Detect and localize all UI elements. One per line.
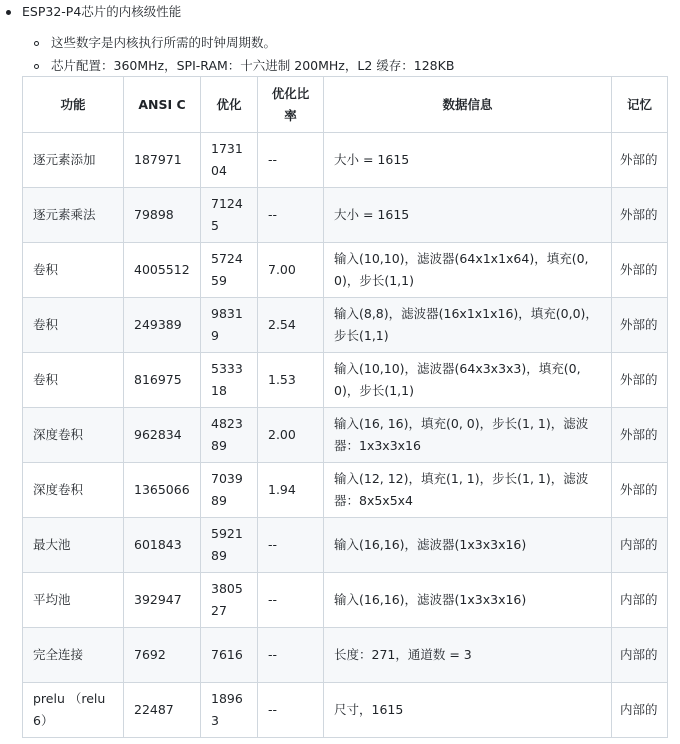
header-memory: 记忆: [612, 77, 668, 133]
cell-memory: 外部的: [612, 408, 668, 463]
cell-data-info: 输入(8,8)，滤波器(16x1x1x16)，填充(0,0)，步长(1,1): [324, 298, 612, 353]
cell-ansi-c: 249389: [124, 298, 201, 353]
title-bullet: [6, 3, 181, 21]
cell-ansi-c: 392947: [124, 573, 201, 628]
cell-memory: 外部的: [612, 243, 668, 298]
note-text: 芯片配置：360MHz，SPI-RAM：十六进制 200MHz，L2 缓存：128KB: [51, 58, 455, 73]
cell-optimized: 71245: [201, 188, 258, 243]
cell-function: prelu （relu6）: [23, 683, 124, 738]
cell-data-info: 长度：271，通道数 = 3: [324, 628, 612, 683]
cell-data-info: 大小 = 1615: [324, 133, 612, 188]
cell-function: 卷积: [23, 353, 124, 408]
cell-ansi-c: 962834: [124, 408, 201, 463]
cell-ansi-c: 79898: [124, 188, 201, 243]
cell-optimized: 173104: [201, 133, 258, 188]
table-row: [23, 298, 668, 353]
cell-data-info: 输入(16, 16)，填充(0, 0)，步长(1, 1)，滤波器：1x3x3x16: [324, 408, 612, 463]
cell-optimized: 533318: [201, 353, 258, 408]
cell-data-info: 大小 = 1615: [324, 188, 612, 243]
section-title: ESP32-P4芯片的内核级性能: [22, 4, 182, 19]
cell-memory: 内部的: [612, 573, 668, 628]
header-ratio: 优化比率: [258, 77, 324, 133]
table-header-row: [23, 77, 668, 133]
cell-memory: 外部的: [612, 298, 668, 353]
cell-memory: 外部的: [612, 133, 668, 188]
cell-optimized: 703989: [201, 463, 258, 518]
cell-function: 最大池: [23, 518, 124, 573]
note-item: [34, 34, 276, 52]
table-row: [23, 353, 668, 408]
note-item: [34, 57, 454, 75]
table-row: [23, 243, 668, 298]
cell-ratio: --: [258, 628, 324, 683]
cell-optimized: 7616: [201, 628, 258, 683]
cell-data-info: 输入(12, 12)，填充(1, 1)，步长(1, 1)，滤波器：8x5x5x4: [324, 463, 612, 518]
cell-data-info: 尺寸，1615: [324, 683, 612, 738]
cell-optimized: 592189: [201, 518, 258, 573]
cell-memory: 内部的: [612, 628, 668, 683]
cell-ratio: 1.94: [258, 463, 324, 518]
cell-ratio: --: [258, 683, 324, 738]
cell-memory: 外部的: [612, 188, 668, 243]
cell-ratio: --: [258, 133, 324, 188]
cell-ratio: 2.00: [258, 408, 324, 463]
cell-ratio: 2.54: [258, 298, 324, 353]
cell-function: 完全连接: [23, 628, 124, 683]
cell-optimized: 380527: [201, 573, 258, 628]
table-row: [23, 628, 668, 683]
cell-function: 逐元素乘法: [23, 188, 124, 243]
cell-optimized: 18963: [201, 683, 258, 738]
performance-table: [22, 76, 668, 738]
cell-function: 卷积: [23, 298, 124, 353]
cell-ansi-c: 1365066: [124, 463, 201, 518]
cell-function: 深度卷积: [23, 408, 124, 463]
cell-optimized: 572459: [201, 243, 258, 298]
bullet-icon: [6, 10, 11, 15]
cell-data-info: 输入(16,16)，滤波器(1x3x3x16): [324, 518, 612, 573]
cell-ansi-c: 4005512: [124, 243, 201, 298]
table-row: [23, 573, 668, 628]
cell-function: 深度卷积: [23, 463, 124, 518]
cell-memory: 内部的: [612, 683, 668, 738]
cell-ansi-c: 816975: [124, 353, 201, 408]
cell-ratio: --: [258, 518, 324, 573]
cell-function: 卷积: [23, 243, 124, 298]
cell-memory: 外部的: [612, 463, 668, 518]
table-row: [23, 683, 668, 738]
cell-optimized: 98319: [201, 298, 258, 353]
cell-data-info: 输入(10,10)，滤波器(64x1x1x64)，填充(0,0)，步长(1,1): [324, 243, 612, 298]
cell-memory: 外部的: [612, 353, 668, 408]
table-row: [23, 408, 668, 463]
cell-ratio: --: [258, 573, 324, 628]
cell-function: 逐元素添加: [23, 133, 124, 188]
header-data-info: 数据信息: [324, 77, 612, 133]
cell-optimized: 482389: [201, 408, 258, 463]
cell-ansi-c: 601843: [124, 518, 201, 573]
header-ansi-c: ANSI C: [124, 77, 201, 133]
table-row: [23, 188, 668, 243]
hollow-bullet-icon: [34, 41, 39, 46]
cell-memory: 内部的: [612, 518, 668, 573]
cell-ansi-c: 7692: [124, 628, 201, 683]
cell-ratio: --: [258, 188, 324, 243]
table-row: [23, 133, 668, 188]
cell-function: 平均池: [23, 573, 124, 628]
header-optimized: 优化: [201, 77, 258, 133]
note-text: 这些数字是内核执行所需的时钟周期数。: [51, 35, 277, 50]
cell-ratio: 7.00: [258, 243, 324, 298]
cell-ansi-c: 187971: [124, 133, 201, 188]
cell-data-info: 输入(10,10)，滤波器(64x3x3x3)，填充(0,0)，步长(1,1): [324, 353, 612, 408]
cell-ratio: 1.53: [258, 353, 324, 408]
cell-ansi-c: 22487: [124, 683, 201, 738]
cell-data-info: 输入(16,16)，滤波器(1x3x3x16): [324, 573, 612, 628]
table-row: [23, 463, 668, 518]
header-function: 功能: [23, 77, 124, 133]
table-row: [23, 518, 668, 573]
hollow-bullet-icon: [34, 64, 39, 69]
